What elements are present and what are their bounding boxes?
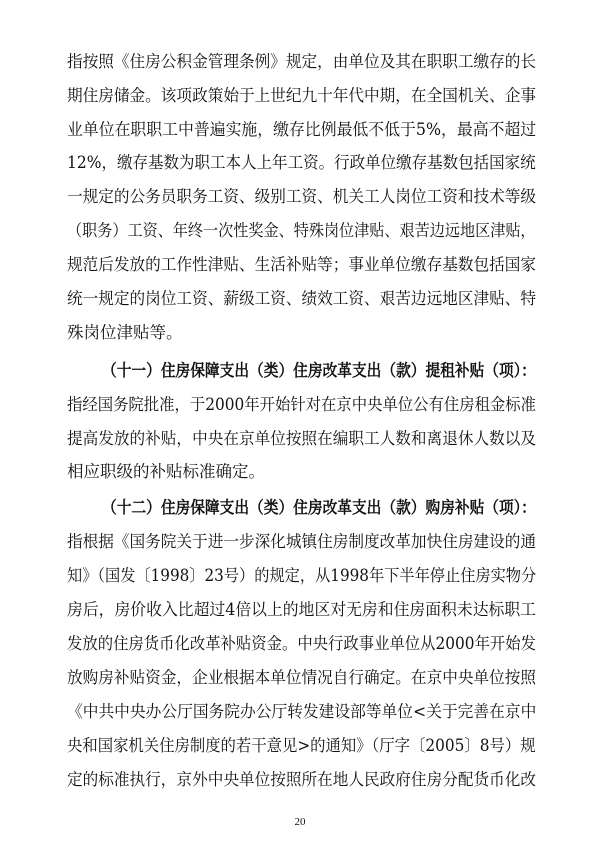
section-heading: （十二）住房保障支出（类）住房改革支出（款）购房补贴（项）： (102, 498, 536, 517)
paragraph-line: 一规定的公务员职务工资、级别工资、机关工人岗位工资和技术等级 (67, 187, 536, 206)
paragraph-line: 殊岗位津贴等。 (67, 323, 183, 342)
page-number: 20 (294, 816, 306, 828)
paragraph-line: （职务）工资、年终一次性奖金、特殊岗位津贴、艰苦边远地区津贴， (67, 221, 536, 240)
paragraph-line: 发放的住房货币化改革补贴资金。中央行政事业单位从2000年开始发 (67, 634, 536, 653)
paragraph-line: 规范后发放的工作性津贴、生活补贴等；事业单位缴存基数包括国家 (67, 255, 536, 274)
paragraph-line: 12%，缴存基数为职工本人上年工资。行政单位缴存基数包括国家统 (67, 153, 536, 172)
paragraph-line: 提高发放的补贴，中央在京单位按照在编职工人数和离退休人数以及 (67, 429, 536, 448)
paragraph-line: 业单位在职职工中普遍实施，缴存比例最低不低于5%，最高不超过 (67, 120, 537, 139)
paragraph-line: 统一规定的岗位工资、薪级工资、绩效工资、艰苦边远地区津贴、特 (67, 289, 536, 308)
paragraph-line: 知》（国发〔1998〕23号）的规定，从1998年下半年停止住房实物分 (67, 566, 537, 585)
paragraph-line: 房后，房价收入比超过4倍以上的地区对无房和住房面积未达标职工 (67, 600, 536, 619)
paragraph-line: 期住房储金。该项政策始于上世纪九十年代中期，在全国机关、企事 (67, 86, 536, 105)
paragraph-line: 相应职级的补贴标准确定。 (67, 462, 265, 481)
paragraph-line: 央和国家机关住房制度的若干意见>的通知》（厅字〔2005〕8号）规 (67, 736, 536, 755)
paragraph-line: 定的标准执行，京外中央单位按照所在地人民政府住房分配货币化改 (67, 770, 536, 789)
paragraph-line: 放购房补贴资金，企业根据本单位情况自行确定。在京中央单位按照 (67, 668, 536, 687)
paragraph-line: 指经国务院批准，于2000年开始针对在京中央单位公有住房租金标准 (67, 395, 536, 414)
section-heading: （十一）住房保障支出（类）住房改革支出（款）提租补贴（项）： (102, 361, 536, 380)
paragraph-line: 指根据《国务院关于进一步深化城镇住房制度改革加快住房建设的通 (67, 532, 536, 551)
paragraph-line: 《中共中央办公厅国务院办公厅转发建设部等单位<关于完善在京中 (67, 702, 537, 721)
paragraph-line: 指按照《住房公积金管理条例》规定，由单位及其在职职工缴存的长 (67, 52, 536, 71)
